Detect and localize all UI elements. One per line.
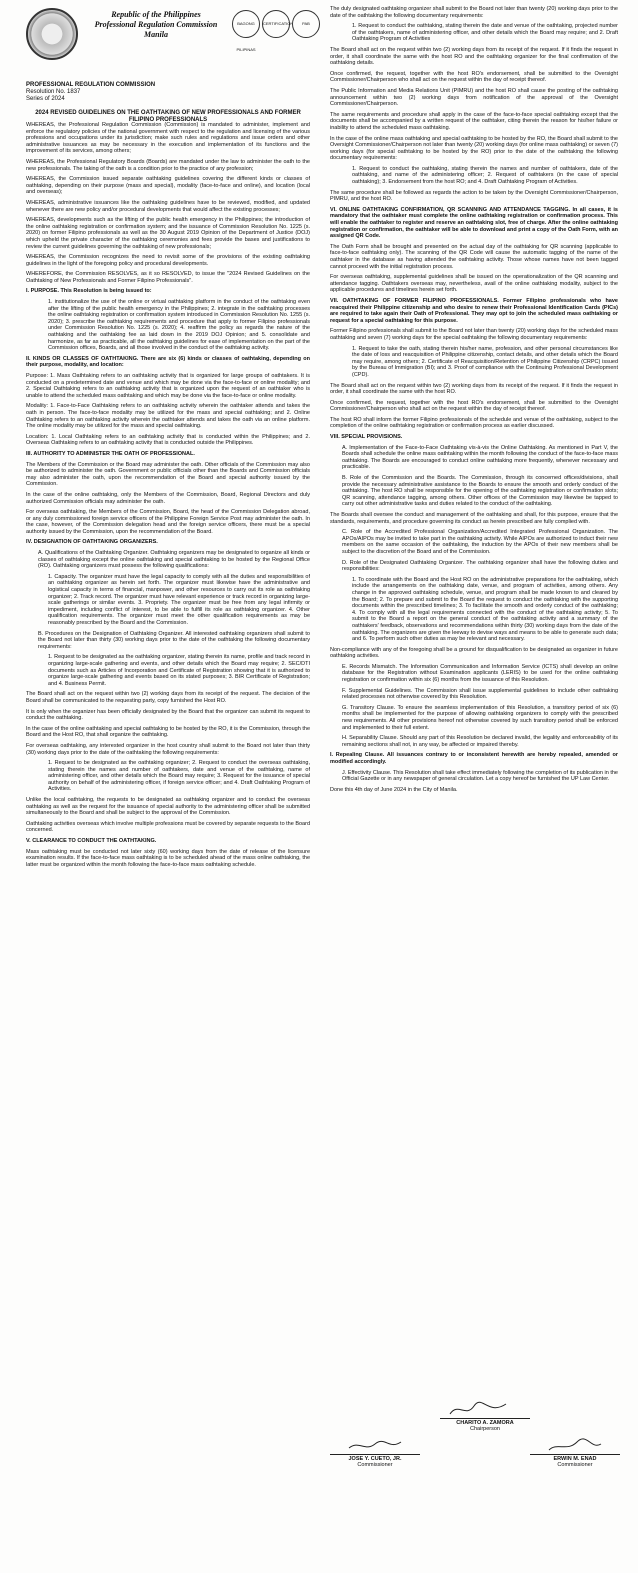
col1-paragraph: It is only when the organizer has been officially designated by the Board that the organizer can submit its request to conduct the oathtaking.: [26, 708, 310, 722]
pab-logo-icon: PAB: [292, 10, 320, 38]
col2-paragraph: The same procedure shall be followed as regards the action to be taken by the Oversight Commissioner/Chairperson, PIMRU, and the host RO.: [330, 189, 618, 203]
col2-paragraph: VII. OATHTAKING OF FORMER FILIPINO PROFESSIONALS. Former Filipino professionals who have reacquired their Philippine citizenship and who desire to renew their Professional Identification Cards (PICs) are required to take again their Oath of Professional. They may opt to join the scheduled mass oathtaking or request for a special oathtaking for this purpose.: [330, 297, 618, 324]
col2-paragraph: A. Implementation of the Face-to-Face Oathtaking vis-à-vis the Online Oathtaking. As mentioned in Part V, the Boards shall schedule the online mass oathtaking within the month following the conduct of the face-to-face mass oathtaking. The Boards are encouraged to conduct online oathtaking more frequently, whenever necessary and practicable.: [342, 444, 618, 471]
col1-paragraph: Purpose: 1. Mass Oathtaking refers to an oathtaking activity that is organized for large groups of oathtakers. It is conducted on a predetermined date and venue and which may be done via the face-to-face or online modality; and 2. Special Oathtaking refers to an oathtaking activity that is organized upon the request of an oathtaker who is unable to attend the scheduled mass oathtaking and which may be done via the face-to-face or online modality.: [26, 373, 310, 399]
col2-paragraph: The Board shall act on the request within two (2) working days from its receipt of the request. If it finds the request in order, it shall coordinate the same with the host RO and the oathtaking organizer for the final confirmation of the oathtaking details.: [330, 46, 618, 67]
col2-paragraph: F. Supplemental Guidelines. The Commission shall issue supplemental guidelines to include other oathtaking related processes not otherwise covered by this Resolution.: [342, 687, 618, 701]
col1-paragraph: II. KINDS OR CLASSES OF OATHTAKING. There are six (6) kinds or classes of oathtaking, depending on their purpose, modality, and location:: [26, 355, 310, 369]
col1-paragraph: WHEREAS, administrative issuances like the oathtaking guidelines have to be reviewed, modified, and updated whenever there are new policy and/or procedural developments that would affect the existing processes;: [26, 199, 310, 213]
resolution-title: 2024 REVISED GUIDELINES ON THE OATHTAKING OF NEW PROFESSIONALS AND FORMER FILIPINO PROFESSIONALS: [35, 109, 301, 123]
col1-paragraph: Unlike the local oathtaking, the requests to be designated as oathtaking organizer and to conduct the overseas oathtaking as well as the request for the issuance of special authority to the administering officer shall be submitted simultaneously to the Board and shall be subject to the approval of the Commission.: [26, 797, 310, 817]
commissioner2-name: ERWIN M. ENAD: [530, 1454, 620, 1462]
col1-paragraph: WHEREAS, the Commission issued separate oathtaking guidelines covering the different kinds or classes of oathtaking, depending on their purpose (mass and special), modality (face-to-face and online), and location (local and overseas);: [26, 176, 310, 196]
col2-paragraph: For overseas oathtaking, supplemental guidelines shall be issued on the operationalization of the QR scanning and attendance tagging. Oathtakers overseas may, nevertheless, avail of the online oathtaking modality, subject to the applicable procedures and timelines herein set forth.: [330, 274, 618, 294]
col1-paragraph: The Board shall act on the request within two (2) working days from its receipt of the request. The decision of the Board shall be communicated to the requesting party, copy furnished the Host RO.: [26, 691, 310, 704]
col1-paragraph: A. Qualifications of the Oathtaking Organizer. Oathtaking organizers may be designated to organize all kinds or classes of oathtaking except the online oathtaking and special oathtaking to be hosted by the Regional Office (RO). Oathtaking organizers must possess the following qualifications:: [38, 550, 310, 570]
col1-paragraph: For overseas oathtaking, any interested organizer in the host country shall submit to the Board not later than thirty (30) working days prior to the date of the oathtaking the following requirements:: [26, 742, 310, 756]
header-line-2: Professional Regulation Commission: [94, 20, 218, 29]
col2-paragraph: I. Repealing Clause. All issuances contrary to or inconsistent herewith are hereby repealed, amended or modified accordingly.: [330, 752, 618, 765]
commissioner1-signature-block: [330, 1454, 420, 1469]
left-column: [26, 122, 310, 1562]
col2-paragraph: The Public Information and Media Relations Unit (PIMRU) and the host RO shall cause the posting of the oathtaking announcement within two (2) working days from notification of the approval of the Oversight Commissioner/Chairperson.: [330, 87, 618, 108]
agency-name: PROFESSIONAL REGULATION COMMISSION: [26, 82, 156, 88]
col1-paragraph: 1. Request to be designated as the oathtaking organizer; 2. Request to conduct the overseas oathtaking, stating therein the names and number of oathtakers, date and venue of the oathtaking, name of administering officer, and other details which the Board may require; 3. Request for the issuance of special authority on behalf of the administering officer, if foreign service officer; and 4. Draft Oathtaking Program of Activities.: [48, 760, 310, 793]
col1-paragraph: WHEREAS, developments such as the lifting of the public health emergency in the Philippines; the introduction of the online oathtaking registration or confirmation system; and the issuance of Commission Resolution No. 1225 (s. 2020) on former Filipino professionals as well as the 30 August 2019 Opinion of the Department of Justice (DOJ) which upheld the private character of the oathtaking ceremonies and fees provide the bases and justifications to review the current guidelines governing the oathtaking of new professionals;: [26, 217, 310, 250]
header-line-3: Manila: [143, 30, 168, 39]
col2-paragraph: The same requirements and procedure shall apply in the case of the face-to-face special oathtaking except that the documents shall be accompanied by a written request of the oathtaker, citing therein the reason for his/her failure or inability to attend the scheduled mass oathtaking.: [330, 111, 618, 131]
commissioner1-name: JOSE Y. CUETO, JR.: [330, 1454, 420, 1462]
col2-paragraph: 1. Request to conduct the oathtaking, stating therein the date and venue of the oathtaking, projected number of the oathtakers, name of administering officer, and other details which the Board may require; and 2. Draft Oathtaking Program of Activities: [352, 23, 618, 43]
right-column: [330, 6, 618, 1396]
resolution-number: Resolution No. 1837: [26, 89, 81, 96]
col1-paragraph: 1. institutionalize the use of the online or virtual oathtaking platform in the conduct of the oathtaking even after the lifting of the public health emergency in the Philippines; 2. integrate in the oathtaking processes the online oathtaking registration or confirmation system introduced in Commission Resolution No. 1255 (s. 2020); 3. prescribe the oathtaking requirements and procedure that apply to former Filipino professionals under Commission Resolution No. 1225 (s. 2020); 4. reaffirm the policy as regards the nature of the oathtaking and the oathtaking fee as laid down in the 2019 DOJ Opinion; and 5. consolidate and harmonize, as far as practicable, all the oathtaking guidelines for ease of implementation on the part of the Commission offices, Boards, and all those involved in the conduct of the oathtaking activity.: [48, 299, 310, 352]
logo-group: [232, 10, 322, 50]
header-line-1: Republic of the Philippines: [111, 10, 201, 19]
col2-paragraph: Once confirmed, the request, together with the host RO's endorsement, shall be submitted to the Oversight Commissioner/Chairperson who shall act on the request within the day of receipt thereof.: [330, 70, 618, 84]
col1-paragraph: In the case of the online oathtaking and special oathtaking to be hosted by the RO, it is the Commission, through the Board and the Host RO, that shall organize the oathtaking.: [26, 725, 310, 739]
col2-paragraph: The host RO shall inform the former Filipino professionals of the schedule and venue of the oathtaking, subject to the completion of the online oathtaking registration or confirmation process as earlier discussed.: [330, 416, 618, 430]
col1-paragraph: III. AUTHORITY TO ADMINISTER THE OATH OF PROFESSIONAL.: [26, 450, 195, 457]
col2-paragraph: D. Role of the Designated Oathtaking Organizer. The oathtaking organizer shall have the following duties and responsibilities:: [342, 559, 618, 573]
col1-paragraph: In the case of the online oathtaking, only the Members of the Commission, Board, Regional Directors and duly authorized Commission officials may administer the oath.: [26, 491, 310, 505]
col1-paragraph: V. CLEARANCE TO CONDUCT THE OATHTAKING.: [26, 838, 157, 845]
col2-paragraph: VIII. SPECIAL PROVISIONS.: [330, 434, 403, 441]
chair-signature-block: [440, 1418, 530, 1433]
commissioner2-signature-block: [530, 1454, 620, 1469]
col2-paragraph: B. Role of the Commission and the Boards. The Commission, through its concerned offices/divisions, shall provide the necessary administrative assistance to the Boards to ensure the smooth and orderly conduct of the oathtaking. The host RO shall be responsible for the opening of the oathtaking registration or confirmation slots; QR scanning, attendance tagging, among others. Other offices of the Commission may likewise be tapped to carry out other administrative tasks and duties related to the conduct of the oathtaking.: [342, 475, 618, 508]
col2-paragraph: The Boards shall oversee the conduct and management of the oathtaking and shall, for this purpose, ensure that the standards, requirements, and procedure governing its conduct as herein prescribed are fully complied with.: [330, 512, 618, 525]
col2-paragraph: C. Role of the Accredited Professional Organization/Accredited Integrated Professional Organization. The APOs/AIPOs may be invited to take part in the oathtaking activity. While AIPOs are authorized to induct their new members on the same occasion of the oathtaking, the induction by the APOs of their new members shall be subject to the discretion of the Board and of the Commission.: [342, 529, 618, 555]
col2-paragraph: 1. To coordinate with the Board and the Host RO on the administrative preparations for the oathtaking, which include the arrangements on the oathtaking date, venue, and program of activities, among others. Any change in the approved oathtaking schedule, venue, and program shall be made known to and cleared by the Board; 2. To prepare and submit to the Board the request to conduct the oathtaking with the supporting documents within the prescribed timelines; 3. To facilitate the smooth and orderly conduct of the oathtaking; 4. To comply with all the legal requirements connected with the conduct of the oathtaking activity; 5. To submit to the Board a report on the general conduct of the oathtaking activity and a summary of the oathtakers' feedback, observations and recommendations within thirty (30) working days from the date of the oathtaking. The organizers are given the leeway to devise ways and means to be able to generate such data; and 6. To perform such other duties as may be relevant and necessary.: [352, 576, 618, 643]
resolution-series: Series of 2024: [26, 96, 65, 103]
col2-paragraph: H. Separability Clause. Should any part of this Resolution be declared invalid, the legality and enforceability of its remaining sections shall not, in any way, be affected or impaired thereby.: [342, 735, 618, 748]
col1-paragraph: WHEREAS, the Professional Regulatory Boards (Boards) are mandated under the law to administer the oath to the new professionals. The taking of the oath is a condition prior to the practice of any profession;: [26, 158, 310, 172]
col1-paragraph: IV. DESIGNATION OF OATHTAKING ORGANIZERS.: [26, 539, 158, 546]
col2-paragraph: Done this 4th day of June 2024 in the City of Manila.: [330, 786, 458, 793]
col1-paragraph: 1. Request to be designated as the oathtaking organizer, stating therein its name, profile and track record in organizing large-scale gathering and events, and other details which the Board may require; 2. SEC/DTI documents such as Articles of Incorporation and Certificate of Registration showing that it is authorized to organize large-scale gathering and events based on its stated purposes; 3. BIR Certificate of Registration; and 4. Business Permit.: [48, 654, 310, 687]
bagong-pilipinas-logo-icon: BAGONG PILIPINAS: [232, 10, 260, 38]
col2-paragraph: Non-compliance with any of the foregoing shall be a ground for disqualification to be designated as organizer in future oathtaking activities.: [330, 646, 618, 660]
col1-paragraph: 1. Capacity. The organizer must have the legal capacity to comply with all the duties and responsibilities of an oathtaking organizer as herein set forth. The organizer must likewise have the administrative and logistical capacity in terms of financial, manpower, and other resources to carry out its role as oathtaking organizer; 2. Track record. The organizer must have relevant experience or track record in organizing large-scale gatherings or similar events. 3. Propriety. The organizer must be free from any legal infirmity or impediment, including conflict of interest, to be able to fulfill its role as oathtaking organizer. 4. Other qualification requirements. The organizer must meet the other qualification requirements as may be reasonably prescribed by the Board and the Commission.: [48, 573, 310, 626]
col2-paragraph: The Board shall act on the request within two (2) working days from its receipt of the request. If it finds the request in order, it shall coordinate the same with the host RO.: [330, 382, 618, 396]
col1-paragraph: I. PURPOSE. This Resolution is being issued to:: [26, 288, 152, 295]
col2-paragraph: The duly designated oathtaking organizer shall submit to the Board not later than twenty (20) working days prior to the date of the oathtaking the following documentary requirements:: [330, 6, 618, 19]
certification-logo-icon: CERTIFICATION: [262, 10, 290, 38]
col2-paragraph: In the case of the online mass oathtaking and special oathtaking to be hosted by the RO, the Board shall submit to the Oversight Commissioner/Chairperson not later than twenty (20) working days (for online mass oathtaking) or seven (7) working days (for special oathtaking to be hosted by the RO) prior to the date of the oathtaking the following documentary requirements:: [330, 135, 618, 162]
chair-title: Chairperson: [470, 1426, 500, 1433]
col1-paragraph: B. Procedures on the Designation of Oathtaking Organizer. All interested oathtaking organizers shall submit to the Board not later than thirty (30) working days prior to the date of the oathtaking the following documentary requirements:: [38, 630, 310, 650]
chair-signature-icon: [448, 1400, 508, 1418]
col2-paragraph: E. Records Mismatch. The Information Communication and Information Service (ICTS) shall develop an online database for the Registration without Examination applicants (LERIS) to be used for the online oathtaking registration or confirmation within six (6) months from the issuance of this Resolution.: [342, 663, 618, 684]
col1-paragraph: For overseas oathtaking, the Members of the Commission, Board, the head of the Commission Delegation abroad, or any duly commissioned foreign service officers of the Philippine Foreign Service Post may administer the oath. In the case, however, of the Commission delegation head and the foreign service officers, there must be a special authority issued by the Commission, upon the recommendation of the Board.: [26, 509, 310, 535]
col1-paragraph: Location: 1. Local Oathtaking refers to an oathtaking activity that is conducted within the Philippines; and 2. Overseas Oathtaking refers to an oathtaking activity that is conducted outside the Philippines.: [26, 433, 310, 447]
col1-paragraph: The Members of the Commission or the Board may administer the oath. Other officials of the Commission may also be authorized to administer the oath. Government or public officials other than the Boards and Commission officials may also administer the oath, upon the recommendation of the Board and special authority issued by the Commission.: [26, 461, 310, 488]
col1-paragraph: Modality: 1. Face-to-Face Oathtaking refers to an oathtaking activity wherein the oathtaker attends and takes the oath in person. The face-to-face modality may be utilized for the mass and special oathtaking; and 2. Online Oathtaking refers to an oathtaking activity wherein the oathtaker attends and takes the oath via an online platform. The online modality may be utilized for the mass and special oathtaking.: [26, 403, 310, 430]
col2-paragraph: 1. Request to conduct the oathtaking, stating therein the names and number of oathtakers, date of the oathtaking, and name of the administering officer; 2. Request of oathtakers (in the case of special oathtaking); 3. Endorsement from the host RO; and 4. Draft Oathtaking Program of Activities.: [352, 165, 618, 186]
col1-paragraph: Mass oathtaking must be conducted not later sixty (60) working days from the date of release of the licensure examination results. If the face-to-face mass oathtaking is to be scheduled ahead of the mass online oathtaking, the latter must be organized within the month following the face-to-face mass oathtaking schedule.: [26, 848, 310, 868]
prc-seal-icon: [26, 8, 78, 60]
chair-name: CHARITO A. ZAMORA: [440, 1418, 530, 1426]
letterhead: [26, 8, 316, 78]
commissioner2-signature-icon: [545, 1436, 605, 1454]
col2-paragraph: Once confirmed, the request, together with the host RO's endorsement, shall be submitted to the Oversight Commissioner/Chairperson who shall act on the request within the day of receipt thereof.: [330, 399, 618, 413]
commissioner2-title: Commissioner: [557, 1462, 593, 1469]
col1-paragraph: WHEREAS, the Professional Regulation Commission (Commission) is mandated to administer, implement and enforce the regulatory policies of the national government with respect to the regulation and licensing of the various professions and occupations under its jurisdiction; make such rules and regulations and issue orders and other administrative issuances as may be necessary in the execution and implementation of its functions and the improvement of its services, among others;: [26, 122, 310, 155]
col2-paragraph: G. Transitory Clause. To ensure the seamless implementation of this Resolution, a transitory period of six (6) months shall be implemented for the purpose of allowing oathtaking organizers to comply with the prescribed new requirements. All other provisions hereof not otherwise covered by such transitory period shall be enforced and implemented to their full extent.: [342, 704, 618, 731]
col2-paragraph: The Oath Form shall be brought and presented on the actual day of the oathtaking for QR scanning (applicable to face-to-face oathtaking only). The scanning of the QR Code will cause the automatic tagging of the name of the oathtaker in the database as having attended the oathtaking activity. Those whose names have not been tagged cannot proceed with the initial registration process.: [330, 243, 618, 270]
col2-paragraph: J. Effectivity Clause. This Resolution shall take effect immediately following the completion of its publication in the Official Gazette or in any newspaper of general circulation. Let a copy hereof be furnished the UP Law Center.: [342, 769, 618, 783]
col1-paragraph: Oathtaking activities overseas which involve multiple professions must be covered by separate requests to the Board concerned.: [26, 820, 310, 834]
col2-paragraph: VI. ONLINE OATHTAKING CONFIRMATION, QR SCANNING AND ATTENDANCE TAGGING. In all cases, it is mandatory that the oathtaker must complete the online oathtaking registration or confirmation process. This will enable the oathtaker to register and reserve an oathtaking slot, free of charge. After the online oathtaking registration or confirmation, the oathtaker will be able to download and print a copy of the Oath Form, with an assigned QR Code.: [330, 206, 618, 240]
col2-paragraph: Former Filipino professionals shall submit to the Board not later than twenty (20) working days for the scheduled mass oathtaking and seven (7) working days for the special oathtaking the following documentary requirements:: [330, 328, 618, 341]
col1-paragraph: WHEREAS, the Commission recognizes the need to revisit some of the provisions of the existing oathtaking guidelines in the light of the foregoing policy and procedural developments.: [26, 254, 310, 267]
resolution-title-block: [26, 82, 310, 124]
agency-header: [81, 10, 231, 40]
col2-paragraph: 1. Request to take the oath, stating therein his/her name, profession, and other personal circumstances like the date of loss and reacquisition of Philippine citizenship, contact details, and other details which the Board may require, among others; 2. Certificate of Reacquisition/Retention of Philippine Citizenship (CRPC) issued by the Bureau of Immigration (BI); and 3. Proof of compliance with the Continuing Professional Development (CPD).: [352, 345, 618, 378]
col1-paragraph: WHEREFORE, the Commission RESOLVES, as it so RESOLVED, to issue the "2024 Revised Guidelines on the Oathtaking of New Professionals and Former Filipino Professionals".: [26, 271, 310, 284]
commissioner1-title: Commissioner: [357, 1462, 393, 1469]
commissioner1-signature-icon: [345, 1436, 405, 1454]
